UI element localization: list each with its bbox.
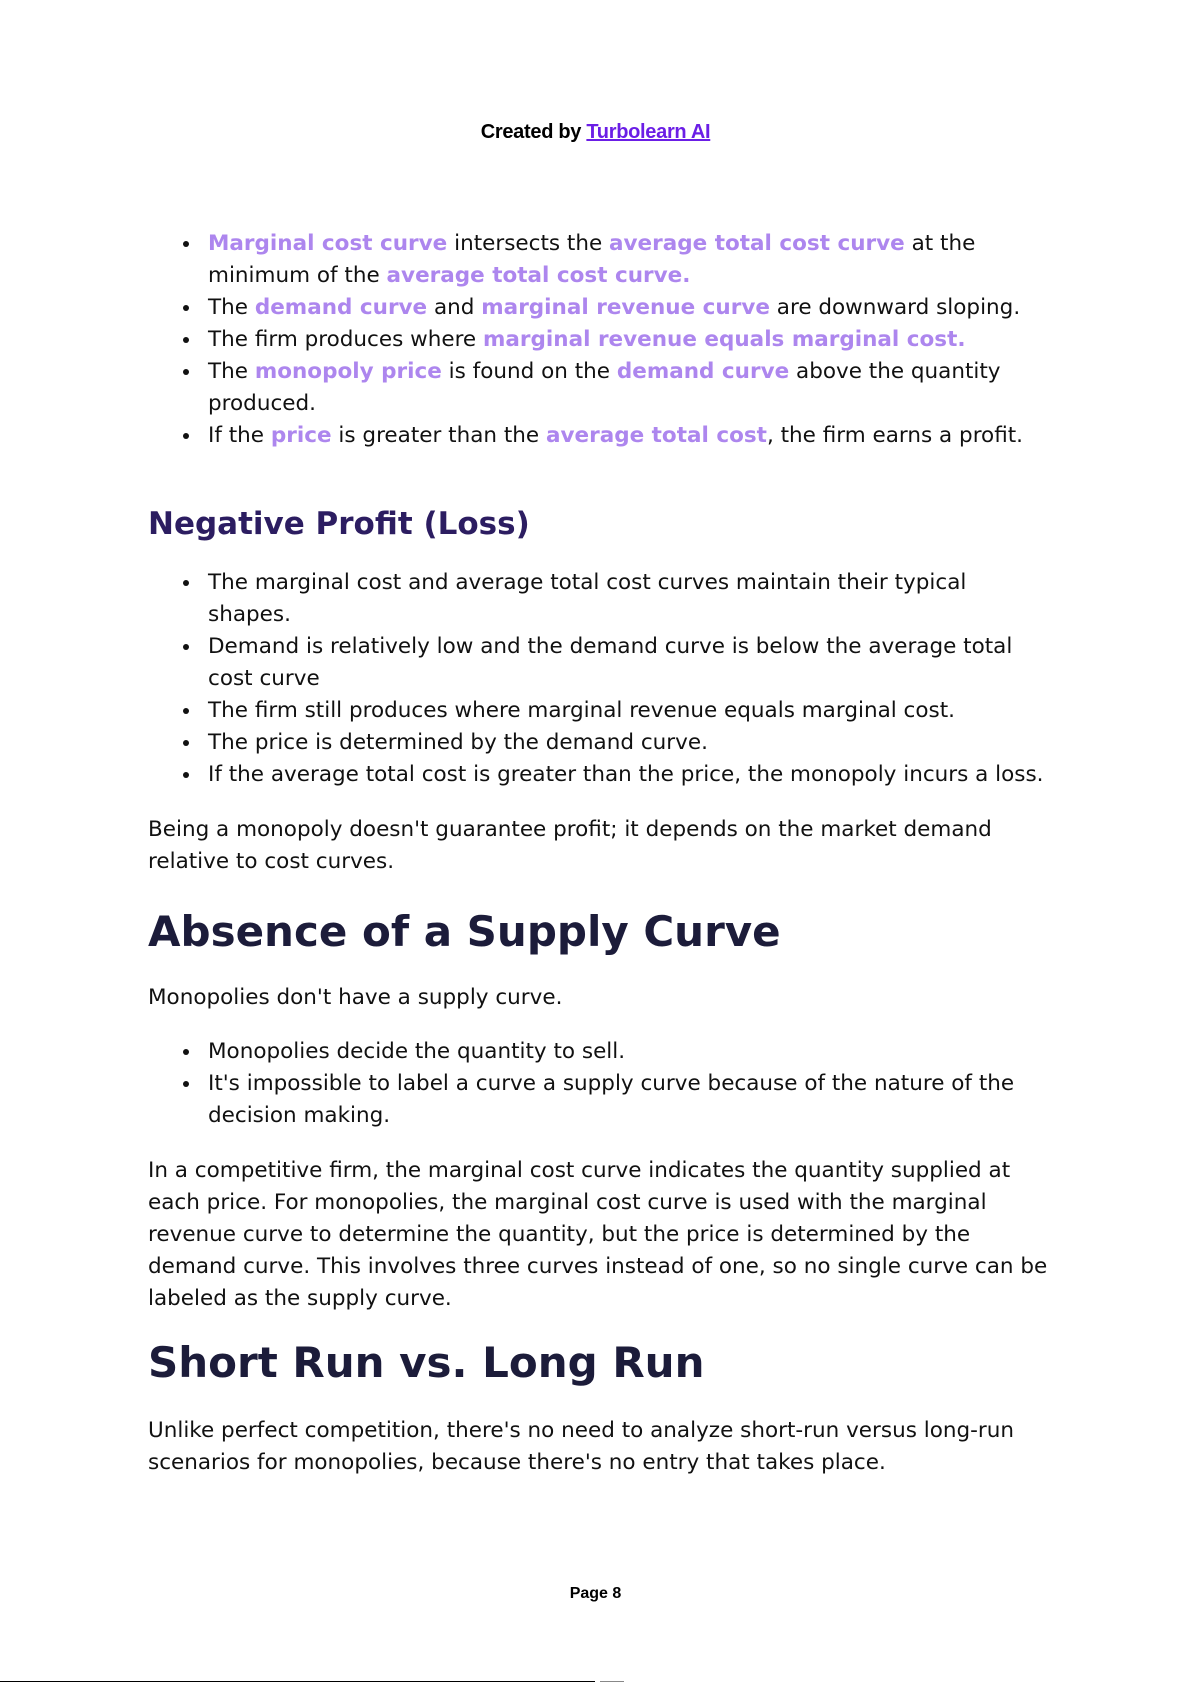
list-item: If the price is greater than the average total cost, the firm earns a profit.: [208, 420, 1048, 452]
list-item: Monopolies decide the quantity to sell.: [208, 1036, 1048, 1068]
supply-intro: Monopolies don't have a supply curve.: [148, 985, 563, 1010]
supply-bullet-list: [148, 1036, 1048, 1132]
term-highlight: monopoly price: [254, 359, 442, 384]
list-item: Demand is relatively low and the demand curve is below the average total cost curve: [208, 631, 1048, 695]
term-highlight: average total cost curve: [609, 231, 905, 256]
header-prefix: Created by: [480, 121, 587, 143]
list-item: The monopoly price is found on the demand curve above the quantity produced.: [208, 356, 1048, 420]
loss-paragraph: Being a monopoly doesn't guarantee profit; it depends on the market demand relative to cost curves.: [148, 817, 992, 874]
list-item: The firm still produces where marginal revenue equals marginal cost.: [208, 695, 1048, 727]
term-highlight: marginal revenue equals marginal cost.: [483, 327, 966, 352]
list-item: The price is determined by the demand curve.: [208, 727, 1048, 759]
term-highlight: demand curve: [616, 359, 790, 384]
profit-bullet-list: [148, 228, 1048, 452]
list-item: It's impossible to label a curve a supply curve because of the nature of the decision making.: [208, 1068, 1048, 1132]
term-highlight: Marginal cost curve: [208, 231, 448, 256]
supply-heading: Absence of a Supply Curve: [148, 907, 781, 956]
list-item: The firm produces where marginal revenue equals marginal cost.: [208, 324, 1048, 356]
loss-bullet-list: [148, 567, 1048, 791]
term-highlight: price: [270, 423, 332, 448]
list-item: Marginal cost curve intersects the average total cost curve at the minimum of the average total cost curve.: [208, 228, 1048, 292]
term-highlight: average total cost curve.: [386, 263, 691, 288]
run-heading: Short Run vs. Long Run: [148, 1338, 705, 1387]
loss-heading: Negative Profit (Loss): [148, 506, 530, 542]
turbolearn-link[interactable]: Turbolearn AI: [586, 121, 711, 143]
supply-paragraph: In a competitive firm, the marginal cost curve indicates the quantity supplied at each price. For monopolies, the marginal cost curve is used with the marginal revenue curve to determine the quantity, but the price is determined by the demand curve. This involves three curves instead of one, so no single curve can be labeled as the supply curve.: [148, 1158, 1048, 1311]
list-item: The marginal cost and average total cost curves maintain their typical shapes.: [208, 567, 1048, 631]
bottom-divider-tail: [600, 1681, 624, 1682]
page-content: [148, 228, 1048, 1479]
list-item: The demand curve and marginal revenue curve are downward sloping.: [208, 292, 1048, 324]
page-number: Page 8: [569, 1585, 622, 1602]
term-highlight: marginal revenue curve: [481, 295, 770, 320]
bottom-divider: [0, 1681, 595, 1682]
term-highlight: average total cost: [545, 423, 767, 448]
page-header: [0, 121, 1191, 144]
run-paragraph: Unlike perfect competition, there's no need to analyze short-run versus long-run scenarios for monopolies, because there's no entry that takes place.: [148, 1418, 1014, 1475]
term-highlight: demand curve: [254, 295, 428, 320]
list-item: If the average total cost is greater than the price, the monopoly incurs a loss.: [208, 759, 1048, 791]
